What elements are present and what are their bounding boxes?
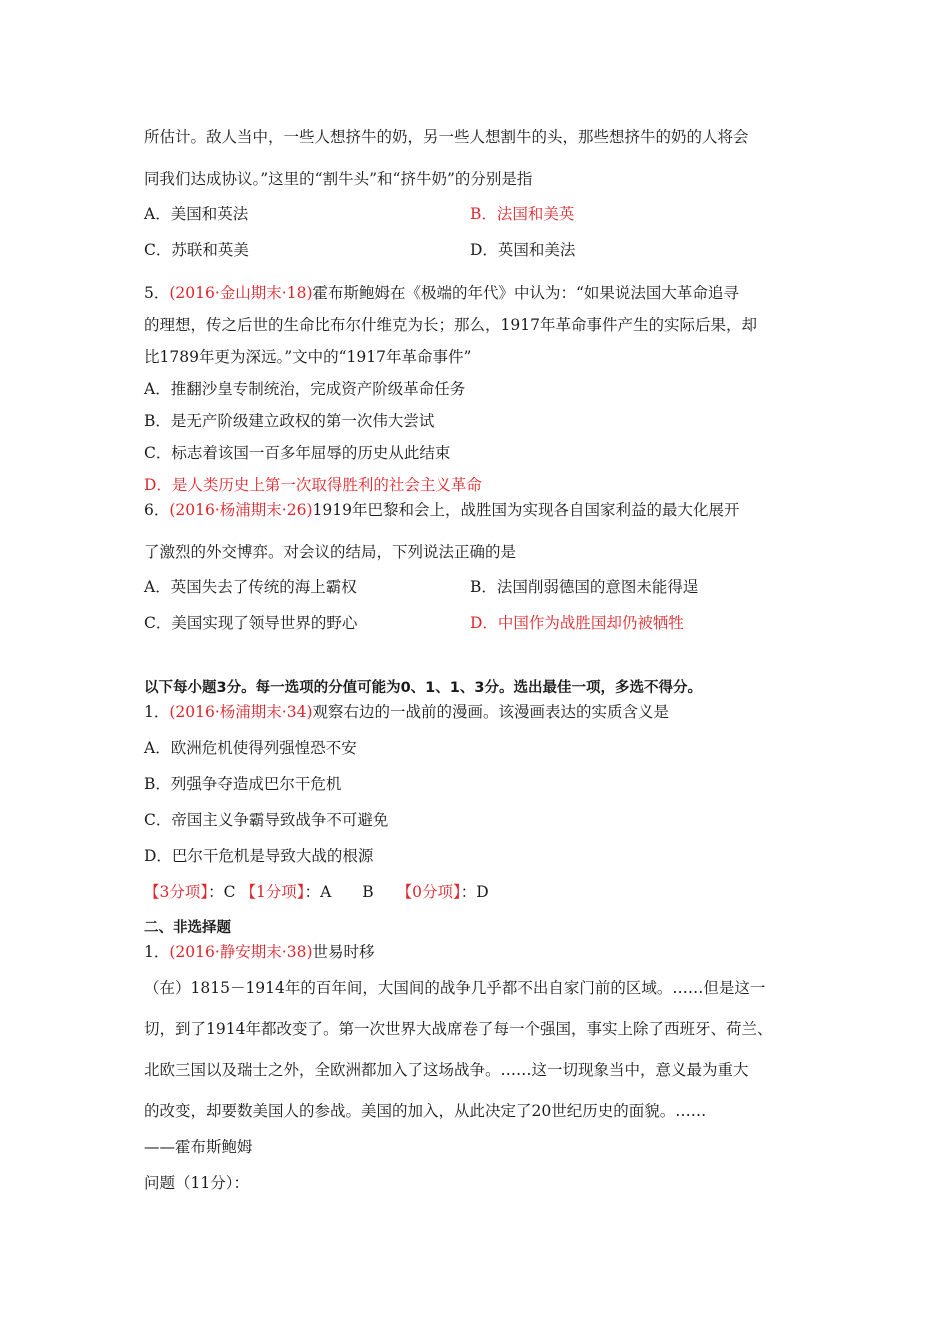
mq1-option-b: B．列强争夺造成巴尔干危机 [144,775,342,793]
nq1-title: 世易时移 [312,943,375,961]
nq1-author: ——霍布斯鲍姆 [144,1138,253,1156]
nq1-source: (2016·静安期末·38) [169,943,313,961]
q5-option-d-answer: D．是人类历史上第一次取得胜利的社会主义革命 [144,476,482,494]
mq1-number: 1． [144,703,170,721]
score-0-label: 【0分项】 [396,883,461,901]
q4-option-b-answer: B．法国和美英 [470,205,575,223]
nq1-passage-line-1: （在）1815－1914年的百年间，大国间的战争几乎都不出自家门前的区域。……但是这一 [144,979,766,997]
q5-stem-text: 霍布斯鲍姆在《极端的年代》中认为：“如果说法国大革命追寻 [312,284,739,302]
q6-option-a: A．英国失去了传统的海上霸权 [144,578,357,596]
nq1-passage-line-3: 北欧三国以及瑞士之外，全欧洲都加入了这场战争。……这一切现象当中，意义最为重大 [144,1061,749,1079]
score-3-label: 【3分项】 [144,883,209,901]
mq1-option-a: A．欧洲危机使得列强惶恐不安 [144,739,357,757]
q6-option-c: C．美国实现了领导世界的野心 [144,614,358,632]
q6-source: (2016·杨浦期末·26) [169,501,313,519]
q5-option-a: A．推翻沙皇专制统治，完成资产阶级革命任务 [144,380,466,398]
q5-stem-line-2: 的理想，传之后世的生命比布尔什维克为长；那么，1917年革命事件产生的实际后果，却 [144,316,757,334]
q4-option-d: D．英国和美法 [470,241,576,259]
nq1-question-label: 问题（11分）： [144,1174,249,1192]
nq1-number: 1． [144,943,170,961]
q4-text-line-2: 同我们达成协议。”这里的“割牛头”和“挤牛奶”的分别是指 [144,170,533,188]
q6-option-b: B．法国削弱德国的意图未能得逞 [470,578,699,596]
nq1-passage-line-4: 的改变，却要数美国人的参战。美国的加入，从此决定了20世纪历史的面貌。…… [144,1102,707,1120]
q5-option-b: B．是无产阶级建立政权的第一次伟大尝试 [144,412,435,430]
score-0-value: ：D [460,883,489,901]
mq1-score-line [144,881,489,903]
q5-stem-line-1 [144,282,739,304]
score-3-value: ：C [208,883,236,901]
q5-option-c: C．标志着该国一百多年屈辱的历史从此结束 [144,444,451,462]
mq1-option-c: C．帝国主义争霸导致战争不可避免 [144,811,389,829]
q4-option-a: A．美国和英法 [144,205,249,223]
score-1-label: 【1分项】 [240,883,305,901]
q6-option-d-answer: D．中国作为战胜国却仍被牺牲 [470,614,684,632]
q5-number: 5． [144,284,170,302]
section-2-title: 二、非选择题 [144,920,231,936]
q5-source: (2016·金山期末·18) [169,284,313,302]
mq1-stem-line-1 [144,701,669,723]
mq1-source: (2016·杨浦期末·34) [169,703,313,721]
section-scoring-note: 以下每小题3分。每一选项的分值可能为0、1、1、3分。选出最佳一项，多选不得分。 [144,680,702,696]
q4-option-c: C．苏联和英美 [144,241,249,259]
q6-number: 6． [144,501,170,519]
q5-stem-line-3: 比1789年更为深远。”文中的“1917年革命事件” [144,348,472,366]
q6-stem-text: 1919年巴黎和会上，战胜国为实现各自国家利益的最大化展开 [312,501,740,519]
q4-text-line-1: 所估计。敌人当中，一些人想挤牛的奶，另一些人想割牛的头，那些想挤牛的奶的人将会 [144,128,749,146]
q6-stem-line-1 [144,499,739,521]
nq1-passage-line-2: 切，到了1914年都改变了。第一次世界大战席卷了每一个强国，事实上除了西班牙、荷兰、 [144,1020,773,1038]
mq1-stem-text: 观察右边的一战前的漫画。该漫画表达的实质含义是 [312,703,670,721]
mq1-option-d: D．巴尔干危机是导致大战的根源 [144,847,374,865]
nq1-title-line [144,941,375,963]
score-1-value: ：A B [304,883,374,901]
q6-stem-line-2: 了激烈的外交博弈。对会议的结局，下列说法正确的是 [144,543,517,561]
